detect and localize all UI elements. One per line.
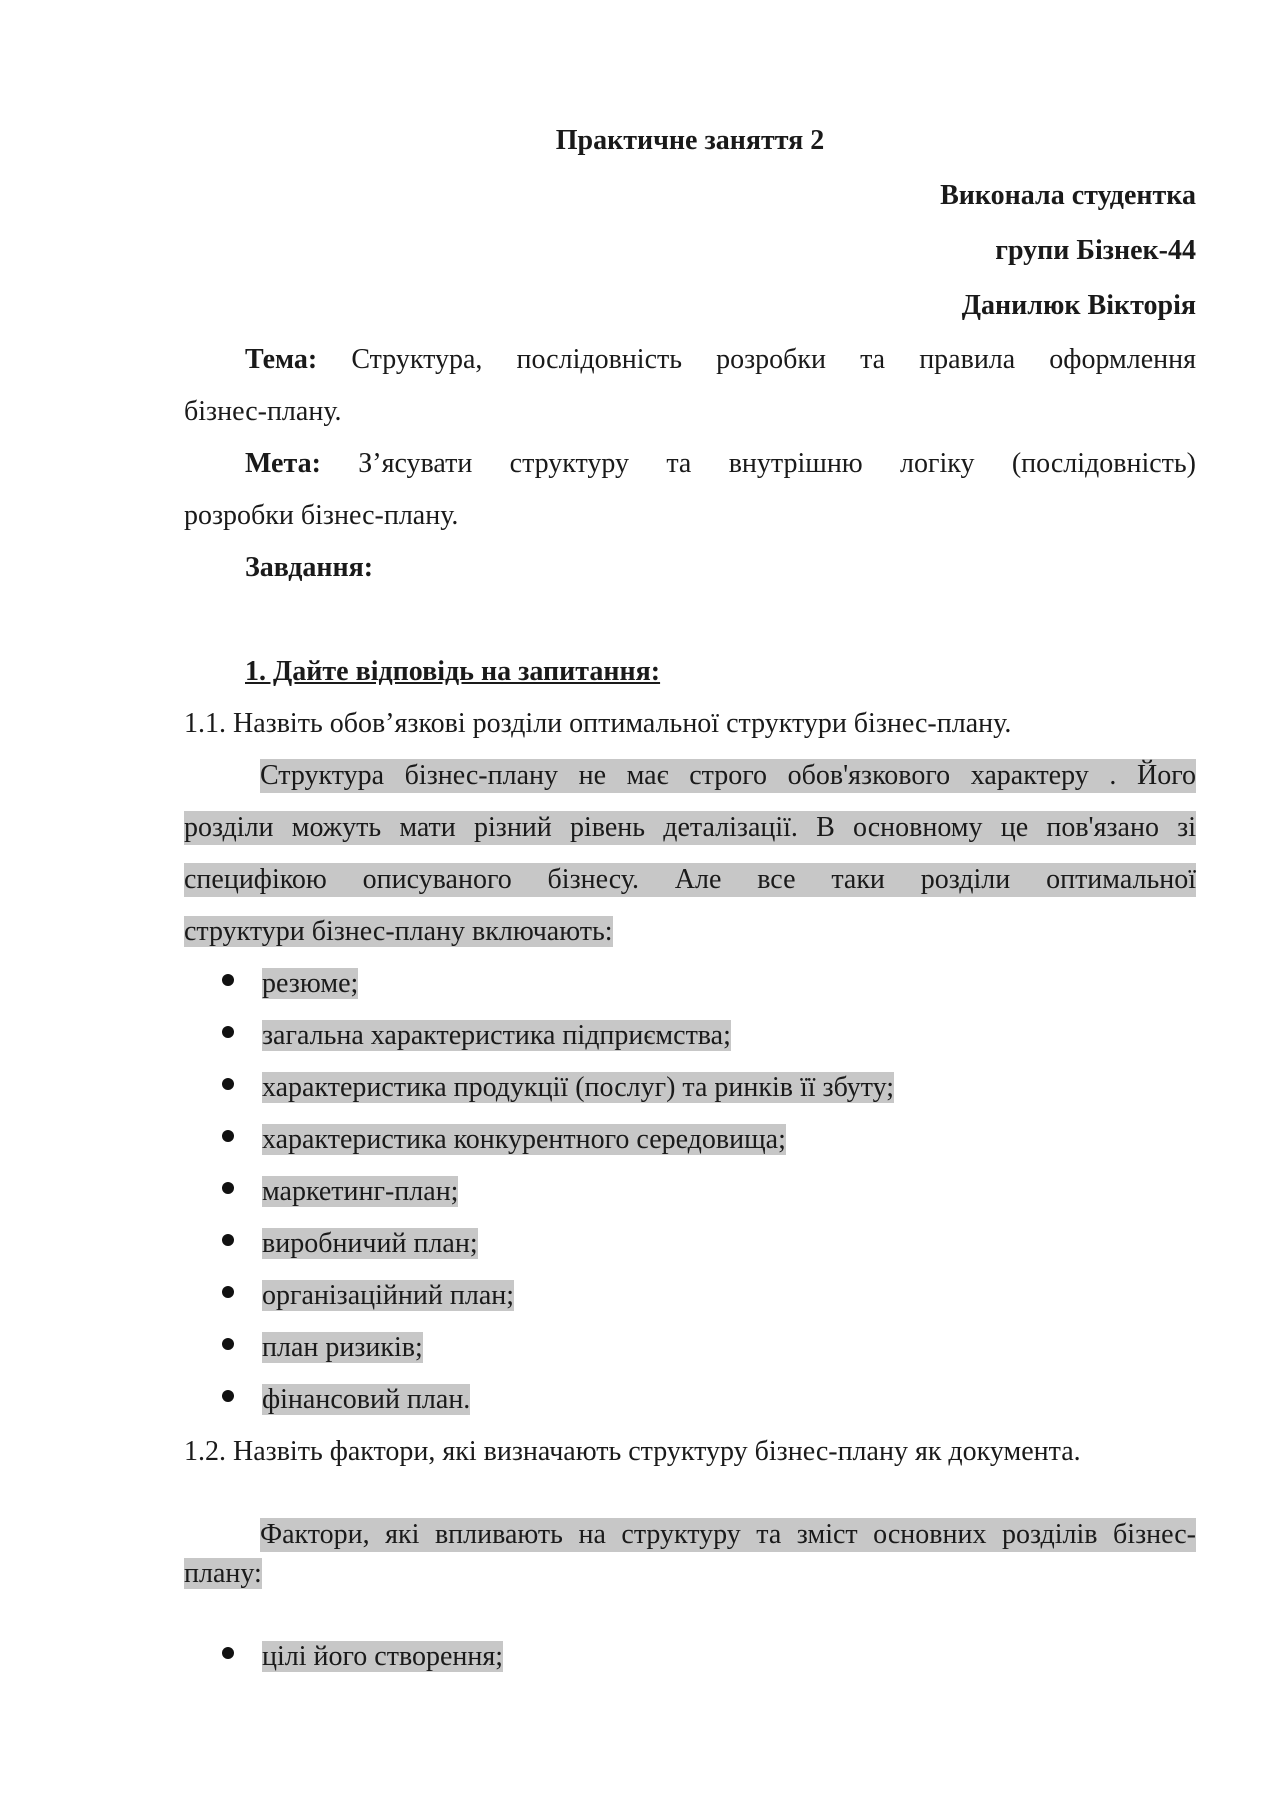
list-item xyxy=(262,1175,458,1209)
page-title: Практичне заняття 2 xyxy=(555,125,825,156)
bullet-icon xyxy=(222,1130,234,1142)
question-1-1: 1.1. Назвіть обов’язкові розділи оптимальної структури бізнес-плану. xyxy=(184,708,1012,739)
answer-1-2-line-2-text: плану: xyxy=(184,1558,262,1589)
topic-line-2: бізнес-плану. xyxy=(184,396,342,427)
goal-text-1: З’ясувати структуру та внутрішню логіку (послідовність) xyxy=(358,448,1196,479)
topic-label: Тема: xyxy=(245,344,318,375)
goal-label: Мета: xyxy=(245,448,321,479)
author-line-3: Данилюк Вікторія xyxy=(961,290,1196,321)
list-item-text: загальна характеристика підприємства; xyxy=(262,1020,731,1051)
list-item xyxy=(262,1071,894,1105)
answer-1-1-line-2: розділи можуть мати різний рівень деталізації. В основному це пов'язано зі xyxy=(184,812,1196,843)
topic-line-1 xyxy=(245,343,1196,377)
bullet-icon xyxy=(222,1026,234,1038)
answer-1-2-line-1: Фактори, які впливають на структуру та зміст основних розділів бізнес- xyxy=(260,1519,1196,1550)
bullet-icon xyxy=(222,974,234,986)
author-line-1: Виконала студентка xyxy=(940,180,1196,211)
bullet-icon xyxy=(222,1234,234,1246)
list-item-text: характеристика конкурентного середовища; xyxy=(262,1124,786,1155)
list-item-text: маркетинг-план; xyxy=(262,1176,459,1207)
answer-1-1-line-4 xyxy=(184,915,1196,949)
bullet-icon xyxy=(222,1078,234,1090)
list-item xyxy=(262,967,358,1001)
bullet-icon xyxy=(222,1390,234,1402)
list-item xyxy=(262,1383,470,1417)
section-1-heading xyxy=(245,655,1257,689)
answer-1-1-line-3: специфікою описуваного бізнесу. Але все таки розділи оптимальної xyxy=(184,864,1196,895)
list-item-text: організаційний план; xyxy=(262,1280,515,1311)
topic-text-1: Структура, послідовність розробки та правила оформлення xyxy=(351,344,1196,375)
list-item-text: фінансовий план. xyxy=(262,1384,471,1415)
bullet-icon xyxy=(222,1182,234,1194)
bullet-icon xyxy=(222,1286,234,1298)
list-item xyxy=(262,1227,478,1261)
goal-line-2: розробки бізнес-плану. xyxy=(184,500,459,531)
answer-1-1-line-4-text: структури бізнес-плану включають: xyxy=(184,916,613,947)
list-item xyxy=(262,1019,731,1053)
answer-1-1-line-1: Структура бізнес-плану не має строго обов'язкового характеру . Його xyxy=(260,760,1196,791)
bullet-icon xyxy=(222,1647,234,1659)
author-line-2: групи Бізнек-44 xyxy=(995,235,1196,266)
list-item xyxy=(262,1331,423,1365)
list-item-text: виробничий план; xyxy=(262,1228,478,1259)
list-item xyxy=(262,1279,514,1313)
list-item xyxy=(262,1640,503,1674)
list-item xyxy=(262,1123,786,1157)
list-item-text: цілі його створення; xyxy=(262,1641,504,1672)
question-1-2: 1.2. Назвіть фактори, які визначають структуру бізнес-плану як документа. xyxy=(184,1436,1081,1467)
section-1-heading-text: 1. Дайте відповідь на запитання: xyxy=(245,656,661,687)
tasks-label: Завдання: xyxy=(245,552,374,583)
goal-line-1 xyxy=(245,447,1196,481)
list-item-text: резюме; xyxy=(262,968,359,999)
bullet-icon xyxy=(222,1338,234,1350)
list-item-text: план ризиків; xyxy=(262,1332,423,1363)
list-item-text: характеристика продукції (послуг) та ринків її збуту; xyxy=(262,1072,895,1103)
answer-1-2-line-2 xyxy=(184,1557,1196,1591)
